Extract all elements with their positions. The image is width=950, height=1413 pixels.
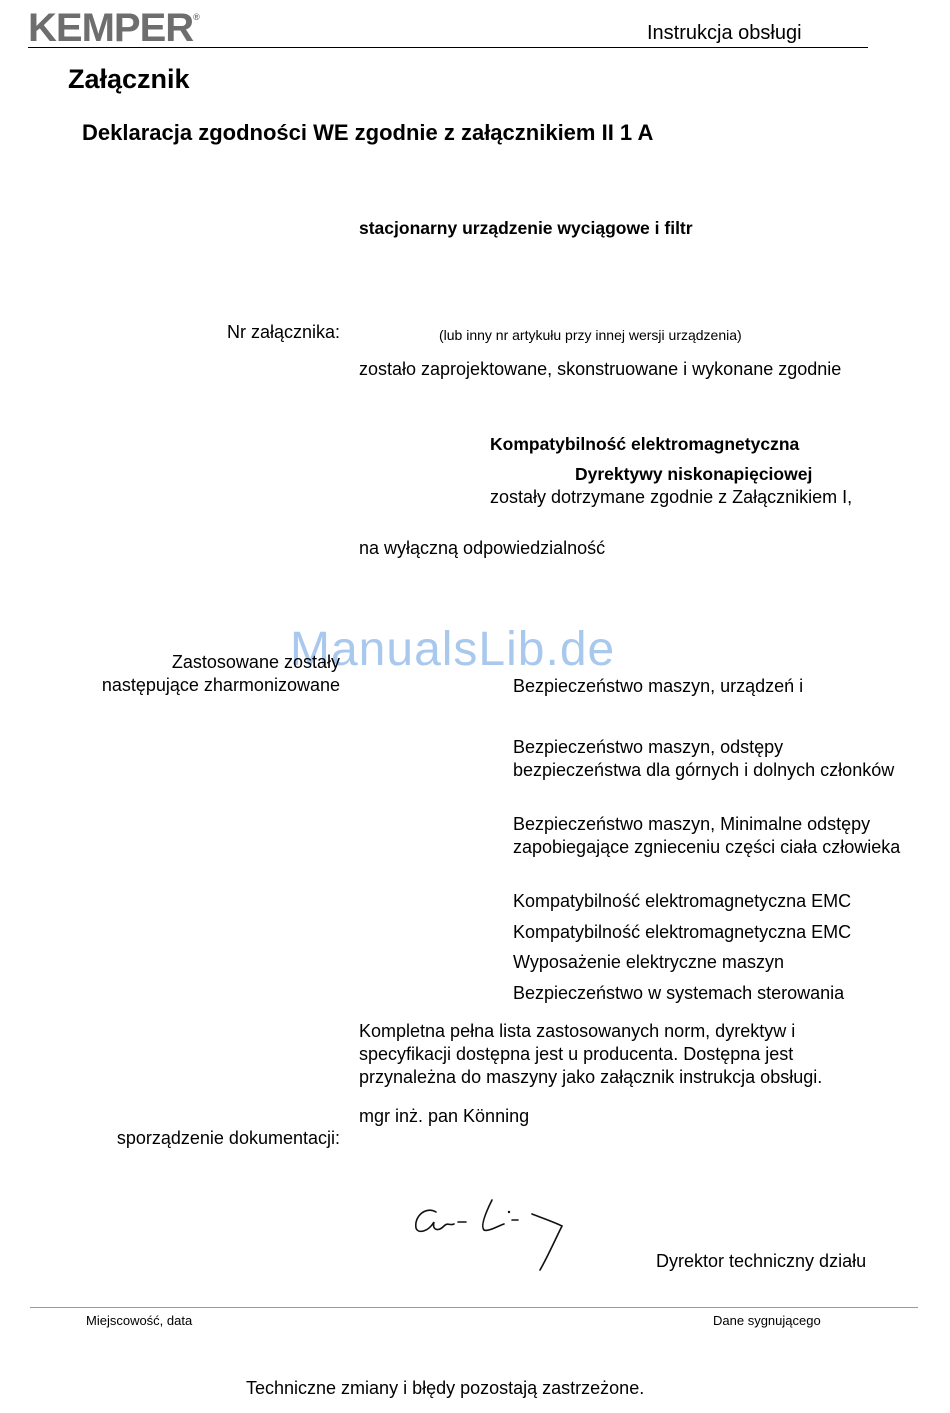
annex-label: Nr załącznika: xyxy=(226,322,340,342)
documentation-person: mgr inż. pan Könning xyxy=(359,1106,530,1126)
annex-note: (lub inny nr artykułu przy innej wersji urządzenia) xyxy=(439,327,742,343)
kemper-logo xyxy=(28,6,199,51)
place-date-label: Miejscowość, data xyxy=(86,1313,193,1328)
directive-low-voltage: Dyrektywy niskonapięciowej xyxy=(575,464,813,484)
standard-item-5: Kompatybilność elektromagnetyczna EMC xyxy=(513,922,852,942)
directive-complied: zostały dotrzymane zgodnie z Załącznikiem I, xyxy=(490,487,853,507)
registered-mark: ® xyxy=(193,12,199,22)
designed-text: zostało zaprojektowane, skonstruowane i wykonane zgodnie xyxy=(359,359,842,379)
complete-list-text: Kompletna pełna lista zastosowanych norm, dyrektyw i specyfikacji dostępna jest u producenta. Dostępna jest przynależna do maszyny jako załącznik instrukcja obsługi. xyxy=(359,1021,823,1087)
document-type: Instrukcja obsługi xyxy=(647,22,802,44)
documentation-label: sporządzenie dokumentacji: xyxy=(116,1128,340,1148)
product-name: stacjonarny urządzenie wyciągowe i filtr xyxy=(359,218,693,238)
watermark: ManualsLib.de xyxy=(290,623,616,676)
standards-label-line1: Zastosowane zostały xyxy=(171,652,340,672)
responsibility-text: na wyłączną odpowiedzialność xyxy=(359,538,606,558)
declaration-title: Deklaracja zgodności WE zgodnie z załącznikiem II 1 A xyxy=(82,120,654,145)
standard-item-7: Bezpieczeństwo w systemach sterowania xyxy=(513,983,845,1003)
signature-divider xyxy=(30,1307,918,1308)
signer-data-label: Dane sygnującego xyxy=(713,1313,821,1328)
directive-emc: Kompatybilność elektromagnetyczna xyxy=(490,434,800,454)
signatory-role: Dyrektor techniczny działu xyxy=(656,1251,867,1271)
handwritten-signature xyxy=(408,1192,578,1277)
standard-item-1: Bezpieczeństwo maszyn, urządzeń i xyxy=(513,676,804,696)
header-divider xyxy=(28,47,868,48)
standard-item-6: Wyposażenie elektryczne maszyn xyxy=(513,952,784,972)
standards-label-line2: następujące zharmonizowane xyxy=(101,675,340,695)
standard-item-2: Bezpieczeństwo maszyn, odstępy bezpieczeństwa dla górnych i dolnych członków xyxy=(513,737,895,780)
standard-item-4: Kompatybilność elektromagnetyczna EMC xyxy=(513,891,852,911)
logo-text: KEMPER xyxy=(28,6,194,50)
footer-note: Techniczne zmiany i błędy pozostają zastrzeżone. xyxy=(246,1378,645,1398)
section-title: Załącznik xyxy=(68,64,190,94)
standard-item-3: Bezpieczeństwo maszyn, Minimalne odstępy zapobiegające zgnieceniu części ciała człowieka xyxy=(513,814,901,857)
